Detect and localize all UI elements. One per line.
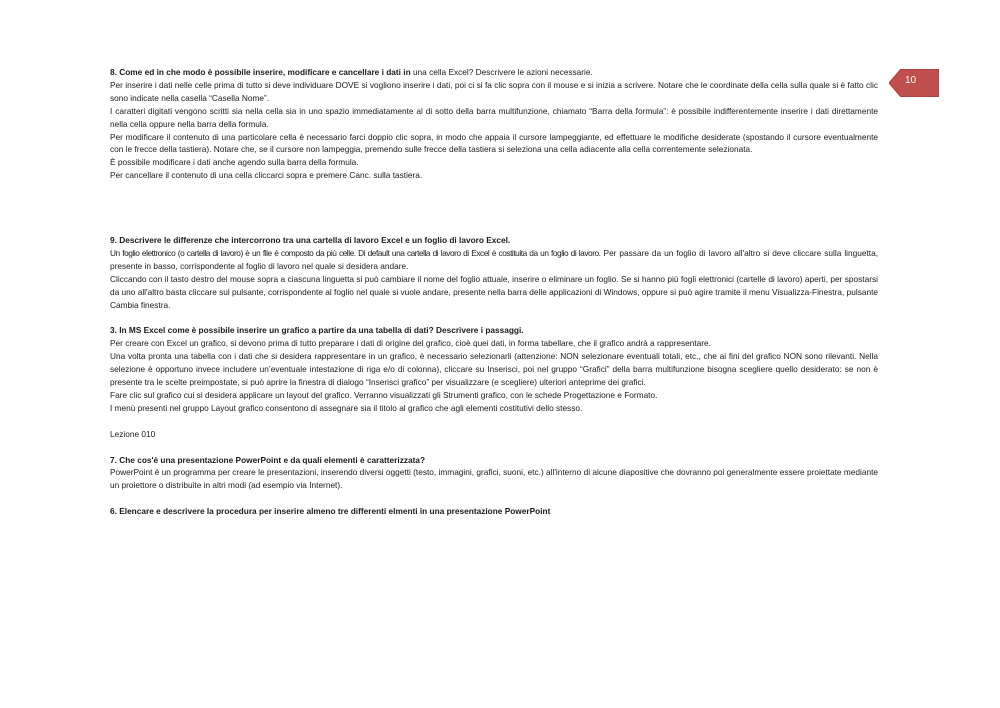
paragraph	[110, 247, 878, 273]
paragraph: Per cancellare il contenuto di una cella cliccarci sopra e premere Canc. sulla tastiera.	[110, 170, 423, 181]
paragraph: Per inserire i dati nelle celle prima di tutto si deve individuare DOVE si vogliono inserire i dati, poi ci si fa clic sopra con il mouse e si inizia a scrivere. Notare che le coordinate della cella sulla quale si è fatto clic sono indicate nella casella “Casella Nome”.	[110, 79, 878, 103]
lesson-label: Lezione 010	[110, 428, 156, 439]
paragraph: PowerPoint è un programma per creare le presentazioni, inserendo diversi oggetti (testo, immagini, grafici, suoni, etc.) all'interno di alcune diapositive che dovranno poi generalmente essere proiettate mediante un proiettore o distribuite in altri modi (ad esempio via Internet).	[110, 467, 878, 491]
question-8-title: 8. Come ed in che modo è possibile inserire, modificare e cancellare i dati in	[110, 67, 411, 77]
question-3-title: 3. In MS Excel come è possibile inserire un grafico a partire da una tabella di dati? Descrivere i passaggi.	[110, 325, 524, 336]
vertical-spacer	[110, 415, 878, 428]
paragraph: Per modificare il contenuto di una particolare cella è necessario farci doppio clic sopra, in modo che appaia il cursore lampeggiante, ed effettuare le modifiche desiderate (spostando il cursore eventualmente con le frecce della tastiera). Notare che, se il cursore non lampeggia, premendo sulle frecce della tastiera si seleziona una cella adiacente alla cella correntemente selezionata.	[110, 131, 878, 155]
vertical-spacer	[110, 182, 878, 234]
paragraph: Fare clic sul grafico cui si desidera applicare un layout del grafico. Verranno visualizzati gli Strumenti grafico, con le schede Progettazione e Formato.	[110, 390, 658, 401]
paragraph: I menù presenti nel gruppo Layout grafico consentono di assegnare sia il titolo al grafico che agli elementi costitutivi dello stesso.	[110, 402, 583, 413]
question-7-title: 7. Che cos'è una presentazione PowerPoint e da quali elementi è caratterizzata?	[110, 454, 426, 465]
vertical-spacer	[110, 492, 878, 505]
question-6-title: 6. Elencare e descrivere la procedura per inserire almeno tre differenti elmenti in una presentazione PowerPoint	[110, 506, 551, 517]
question-7	[110, 454, 878, 493]
question-3	[110, 324, 878, 414]
question-8-title-line	[110, 66, 878, 79]
vertical-spacer	[110, 312, 878, 325]
paragraph-rest: Per passare da un foglio di lavoro all'altro si deve cliccare sulla linguetta, presente in basso, corrispondente al foglio di lavoro nel quale si desidera andare.	[110, 248, 878, 271]
vertical-spacer	[110, 441, 878, 454]
question-9-title: 9. Descrivere le differenze che intercorrono tra una cartella di lavoro Excel e un foglio di lavoro Excel.	[110, 235, 511, 246]
condensed-text: Un foglio elettronico (o cartella di lavoro) è un file è composto da più celle. Di default una cartella di lavoro di Excel è costituita da un foglio di lavoro.	[110, 248, 601, 259]
page-number-badge	[889, 69, 939, 97]
question-8	[110, 66, 878, 182]
paragraph: Cliccando con il tasto destro del mouse sopra a ciascuna linguetta si può cambiare il nome del foglio attuale, inserire o eliminare un foglio. Se si hanno più fogli elettronici (cartelle di lavoro) aperti, per spostarsi da uno all'altro basta cliccare sul pulsante, corrispondente al foglio nel quale si vuole andare, presente nella barra delle applicazioni di Windows, oppure si può agire tramite il menu Visualizza-Finestra, pulsante Cambia finestra.	[110, 273, 878, 310]
question-9	[110, 234, 878, 311]
question-6	[110, 505, 878, 518]
question-8-title-rest: una cella Excel? Descrivere le azioni necessarie.	[410, 67, 593, 77]
paragraph: I caratteri digitati vengono scritti sia nella cella sia in uno spazio immediatamente al di sotto della barra multifunzione, chiamato “Barra della formula”: è possibile indifferentemente inserire i dati direttamente nella cella oppure nella barra della formula.	[110, 105, 878, 129]
paragraph: Per creare con Excel un grafico, si devono prima di tutto preparare i dati di origine del grafico, cioè quei dati, in forma tabellare, che il grafico andrà a rappresentare.	[110, 338, 711, 349]
document-body	[110, 66, 878, 518]
page-number: 10	[905, 75, 917, 86]
paragraph: È possibile modificare i dati anche agendo sulla barra della formula.	[110, 157, 359, 168]
paragraph: Una volta pronta una tabella con i dati che si desidera rappresentare in un grafico, è necessario selezionarli (attenzione: NON selezionare eventuali totali, etc., che ai fini del grafico NON sono rilevanti. Nella selezione è opportuno invece includere un’eventuale intestazione di riga e/o di colonna), cliccare su Inserisci, poi nel gruppo “Grafici” della barra multifunzione bisogna scegliere quello desiderato: se non è presente tra le scelte preimpostate, si può aprire la finestra di dialogo “Inserisci grafico” per visualizzare (e scegliere) ulteriori anteprime dei grafici.	[110, 351, 878, 388]
